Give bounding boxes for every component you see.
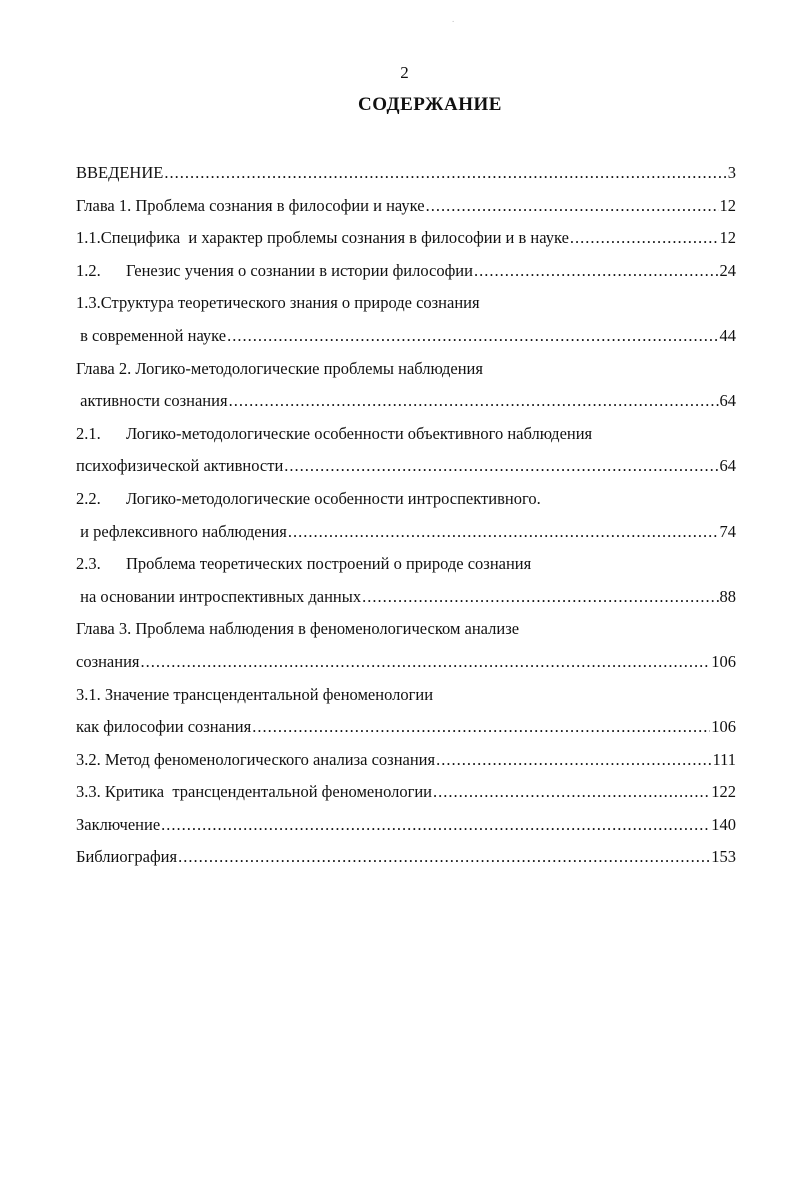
toc-entry-title: ВВЕДЕНИЕ — [76, 163, 164, 182]
toc-entry-title: 1.3.Структура теоретического знания о природе сознания — [76, 293, 480, 313]
toc-entry-text-wrap — [76, 809, 160, 842]
toc-line — [76, 287, 736, 320]
toc-line — [76, 516, 736, 549]
toc-entry-title: в современной науке — [76, 325, 227, 345]
toc-entry-title: Генезис учения о сознании в истории философии — [126, 260, 473, 280]
toc-line — [76, 711, 736, 744]
toc-entry-title: 1.1.Специфика и характер проблемы сознания в философии и в науке — [76, 228, 569, 248]
toc-page-number: 106 — [711, 717, 736, 737]
toc-entry-text-wrap — [76, 516, 287, 549]
toc-leader-dots — [288, 516, 719, 549]
toc-page-number: 122 — [711, 782, 736, 802]
page-number: 2 — [400, 63, 409, 82]
toc-page-number: 12 — [719, 195, 736, 215]
toc-page-number: 106 — [711, 651, 736, 671]
toc-line — [76, 450, 736, 483]
toc-leader-dots — [178, 841, 710, 874]
toc-entry-text-wrap — [76, 190, 425, 223]
toc-entry-text-wrap — [76, 554, 531, 573]
toc-line — [76, 483, 736, 516]
toc-page-number: 64 — [719, 456, 736, 476]
toc-entry-title: 3.3. Критика трансцендентальной феноменологии — [76, 782, 433, 802]
toc-line — [76, 255, 736, 288]
toc-entry-number: 1.2. — [76, 260, 101, 280]
toc-line — [76, 418, 736, 451]
toc-leader-dots — [362, 581, 718, 614]
toc-line — [76, 646, 736, 679]
toc-leader-dots — [252, 711, 710, 744]
toc-leader-dots — [426, 190, 719, 223]
toc-entry-text-wrap — [76, 581, 361, 614]
toc-entry-text-wrap — [76, 385, 228, 418]
toc-line — [76, 613, 736, 646]
toc-entry-text-wrap — [76, 646, 140, 679]
toc-line — [76, 679, 736, 712]
toc-page-number: 74 — [719, 521, 736, 541]
toc-entry-text-wrap — [76, 450, 283, 483]
toc-entry-title: и рефлексивного наблюдения — [76, 521, 287, 541]
toc-leader-dots — [570, 222, 719, 255]
toc-leader-dots — [141, 646, 711, 679]
toc-entry-text-wrap — [76, 157, 163, 190]
toc-entry-title: как философии сознания — [76, 717, 252, 737]
toc-line — [76, 320, 736, 353]
toc-entry-title: 3.2. Метод феноменологического анализа сознания — [76, 749, 436, 769]
toc-line — [76, 581, 736, 614]
page-title: СОДЕРЖАНИЕ — [358, 94, 502, 115]
table-of-contents — [76, 157, 736, 874]
toc-entry-text-wrap — [76, 685, 433, 704]
toc-line — [76, 809, 736, 842]
toc-page-number: 88 — [719, 586, 736, 606]
toc-entry-title: психофизической активности — [76, 456, 284, 476]
toc-entry-text-wrap — [76, 320, 226, 353]
toc-entry-text-wrap — [76, 619, 519, 638]
toc-entry-text-wrap — [76, 255, 473, 288]
toc-entry-title: Проблема теоретических построений о природе сознания — [126, 554, 532, 574]
toc-entry-number: 2.1. — [76, 423, 101, 443]
toc-entry-title: Заключение — [76, 814, 161, 834]
toc-entry-text-wrap — [76, 424, 592, 443]
toc-page-number: 140 — [711, 814, 736, 834]
toc-page-number: 64 — [719, 391, 736, 411]
toc-leader-dots — [433, 776, 710, 809]
toc-entry-title: Логико-методологические особенности интроспективного. — [126, 488, 541, 508]
toc-entry-text-wrap — [76, 711, 251, 744]
toc-page-number: 12 — [719, 228, 736, 248]
toc-line — [76, 841, 736, 874]
toc-line — [76, 353, 736, 386]
scan-mark: . — [452, 14, 455, 24]
toc-page-number: 111 — [712, 749, 736, 769]
toc-leader-dots — [164, 157, 726, 190]
toc-entry-number: 2.3. — [76, 554, 101, 574]
toc-line — [76, 385, 736, 418]
toc-leader-dots — [436, 744, 711, 777]
toc-leader-dots — [284, 450, 718, 483]
toc-entry-title: Глава 2. Логико-методологические проблемы наблюдения — [76, 358, 483, 378]
toc-entry-text-wrap — [76, 776, 432, 809]
toc-entry-title: на основании интроспективных данных — [76, 586, 362, 606]
toc-page-number: 3 — [727, 163, 736, 182]
toc-page-number: 24 — [719, 260, 736, 280]
toc-leader-dots — [227, 320, 718, 353]
toc-leader-dots — [161, 809, 710, 842]
toc-entry-title: активности сознания — [76, 391, 228, 411]
toc-entry-text-wrap — [76, 841, 177, 874]
toc-page-number: 44 — [719, 325, 736, 345]
toc-entry-title: Глава 3. Проблема наблюдения в феноменологическом анализе — [76, 619, 520, 639]
toc-line — [76, 157, 736, 190]
toc-leader-dots — [474, 255, 719, 288]
toc-line — [76, 548, 736, 581]
toc-entry-text-wrap — [76, 222, 569, 255]
toc-entry-title: Логико-методологические особенности объективного наблюдения — [126, 423, 593, 443]
toc-entry-title: 3.1. Значение трансцендентальной феноменологии — [76, 684, 434, 704]
toc-entry-text-wrap — [76, 293, 480, 312]
toc-entry-title: сознания — [76, 651, 140, 671]
toc-leader-dots — [229, 385, 719, 418]
toc-line — [76, 222, 736, 255]
toc-line — [76, 744, 736, 777]
toc-entry-text-wrap — [76, 744, 435, 777]
toc-line — [76, 190, 736, 223]
toc-entry-text-wrap — [76, 359, 483, 378]
toc-entry-text-wrap — [76, 489, 541, 508]
toc-entry-title: Библиография — [76, 847, 178, 867]
toc-page-number: 153 — [711, 847, 736, 867]
toc-entry-title: Глава 1. Проблема сознания в философии и науке — [76, 195, 425, 215]
toc-line — [76, 776, 736, 809]
toc-entry-number: 2.2. — [76, 488, 101, 508]
